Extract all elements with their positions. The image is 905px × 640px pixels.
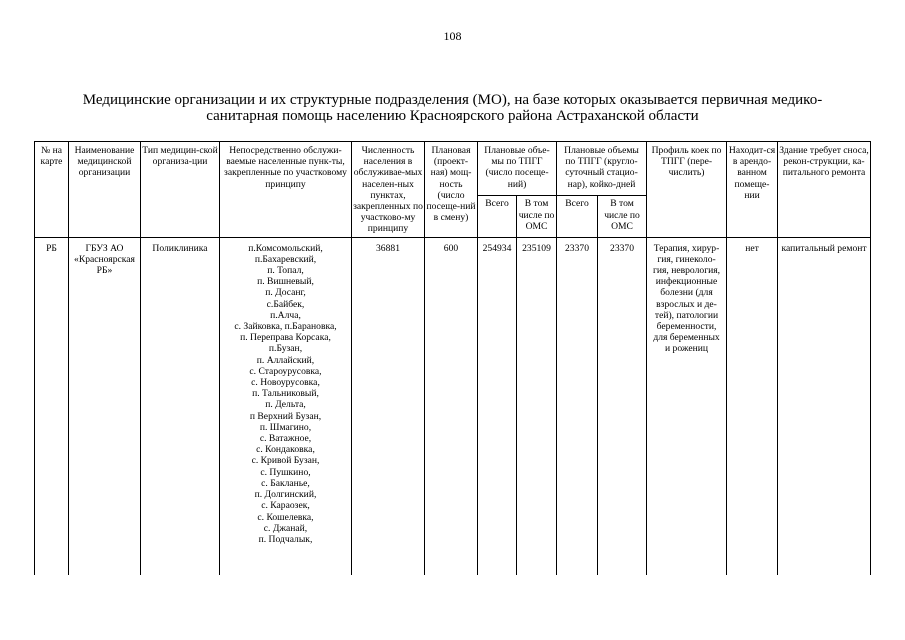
- served-place-item: с. Кошелевка,: [257, 511, 314, 523]
- served-place-item: с. Ватажное,: [259, 433, 312, 445]
- served-place-item: с. Зайковка, п.Барановка,: [234, 321, 337, 333]
- header-tpgg-inpatient: Плановые объемы по ТПГГ (кругло-суточный стацио-нар), койко-дней: [557, 142, 647, 196]
- served-place-item: с. Кривой Бузан,: [251, 455, 320, 467]
- header-capacity: Плановая (проект-ная) мощ-ность (число посеще-ний в смену): [425, 142, 478, 238]
- cell-organization-type: Поликлиника: [141, 237, 220, 575]
- served-place-item: п. Дельта,: [265, 399, 306, 411]
- served-place-item: п. Топал,: [267, 265, 304, 277]
- served-place-item: п Верхний Бузан,: [249, 410, 322, 422]
- header-served-places: Непосредственно обслужи-ваемые населенные пунк-ты, закрепленные по участковому принципу: [220, 142, 352, 238]
- bed-profile-line: Терапия, хирур-: [653, 242, 720, 254]
- header-population: Численность населения в обслуживае-мых населен-ных пунктах, закрепленных по участково-му принципу: [352, 142, 425, 238]
- served-place-item: п. Аллайский,: [256, 354, 315, 366]
- subheader-outpatient-oms: В том числе по ОМС: [517, 196, 557, 237]
- served-place-item: п.Алча,: [270, 309, 301, 321]
- cell-organization-name: ГБУЗ АО «Красноярская РБ»: [69, 237, 141, 575]
- cell-inpatient-oms: 23370: [598, 237, 647, 575]
- served-place-item: п. Долгинский,: [254, 489, 317, 501]
- bed-profile-line: тей), патологии: [654, 309, 719, 321]
- document-title: [60, 92, 845, 124]
- served-place-item: с. Джанай,: [263, 522, 308, 534]
- header-row: [35, 142, 871, 196]
- bed-profile-line: взрослых и де-: [656, 298, 717, 310]
- cell-outpatient-oms: 235109: [517, 237, 557, 575]
- served-place-item: п.Комсомольский,: [248, 242, 323, 254]
- subheader-inpatient-oms: В том числе по ОМС: [598, 196, 647, 237]
- cell-map-number: РБ: [35, 237, 69, 575]
- document-title-line-1: Медицинские организации и их структурные подразделения (МО), на базе которых оказывается первичная медико-: [82, 92, 823, 108]
- served-place-item: с. Караозек,: [261, 500, 310, 512]
- cell-bed-profile: [647, 237, 727, 575]
- page-number: 108: [443, 29, 462, 43]
- served-place-item: п. Шмагино,: [259, 421, 312, 433]
- bed-profile-line: и рожениц: [664, 343, 709, 355]
- cell-outpatient-total: 254934: [478, 237, 517, 575]
- header-rented-premises: Находит-ся в арендо-ванном помеще-нии: [727, 142, 778, 238]
- served-place-item: п. Тальниковый,: [252, 388, 319, 400]
- cell-rented-premises: нет: [727, 237, 778, 575]
- served-place-item: п. Переправа Корсака,: [240, 332, 331, 344]
- served-place-item: с. Бакланье,: [261, 477, 310, 489]
- cell-repair-needed: капитальный ремонт: [778, 237, 871, 575]
- cell-population: 36881: [352, 237, 425, 575]
- bed-profile-line: гия, неврология,: [652, 265, 721, 277]
- cell-served-places: [220, 237, 352, 575]
- served-place-item: с. Староурусовка,: [249, 365, 322, 377]
- bed-profile-line: беременности,: [656, 321, 717, 333]
- header-organization-type: Тип медицин-ской организа-ции: [141, 142, 220, 238]
- subheader-inpatient-total: Всего: [557, 196, 598, 237]
- served-place-item: п.Бузан,: [268, 343, 303, 355]
- header-map-number: № на карте: [35, 142, 69, 238]
- served-place-item: п.Бахаревский,: [254, 253, 317, 265]
- bed-profile-line: для беременных: [653, 332, 720, 344]
- served-place-item: п. Вишневый,: [257, 276, 314, 288]
- header-bed-profile: Профиль коек по ТПГГ (пере-числить): [647, 142, 727, 238]
- document-title-line-2: санитарная помощь населению Красноярского района Астраханской области: [206, 108, 699, 124]
- served-place-item: с. Новоурусовка,: [251, 377, 320, 389]
- subheader-outpatient-total: Всего: [478, 196, 517, 237]
- bed-profile-line: гия, гинеколо-: [657, 253, 716, 265]
- served-place-item: с. Кондаковка,: [256, 444, 315, 456]
- cell-inpatient-total: 23370: [557, 237, 598, 575]
- table-row: [35, 237, 871, 575]
- bed-profile-line: инфекционные: [655, 276, 718, 288]
- cell-capacity: 600: [425, 237, 478, 575]
- served-place-item: с. Пушкино,: [260, 466, 311, 478]
- medical-organizations-table: [34, 141, 871, 575]
- header-tpgg-outpatient: Плановые объе-мы по ТПГГ (число посеще-ний): [478, 142, 557, 196]
- header-organization-name: Наименование медицинской организации: [69, 142, 141, 238]
- served-place-item: с.Байбек,: [266, 298, 305, 310]
- bed-profile-line: болезни (для: [660, 287, 713, 299]
- served-place-item: п. Подчалык,: [258, 533, 313, 545]
- header-repair-needed: Здание требует сноса, рекон-струкции, ка-питального ремонта: [778, 142, 871, 238]
- served-place-item: п. Досанг,: [265, 287, 306, 299]
